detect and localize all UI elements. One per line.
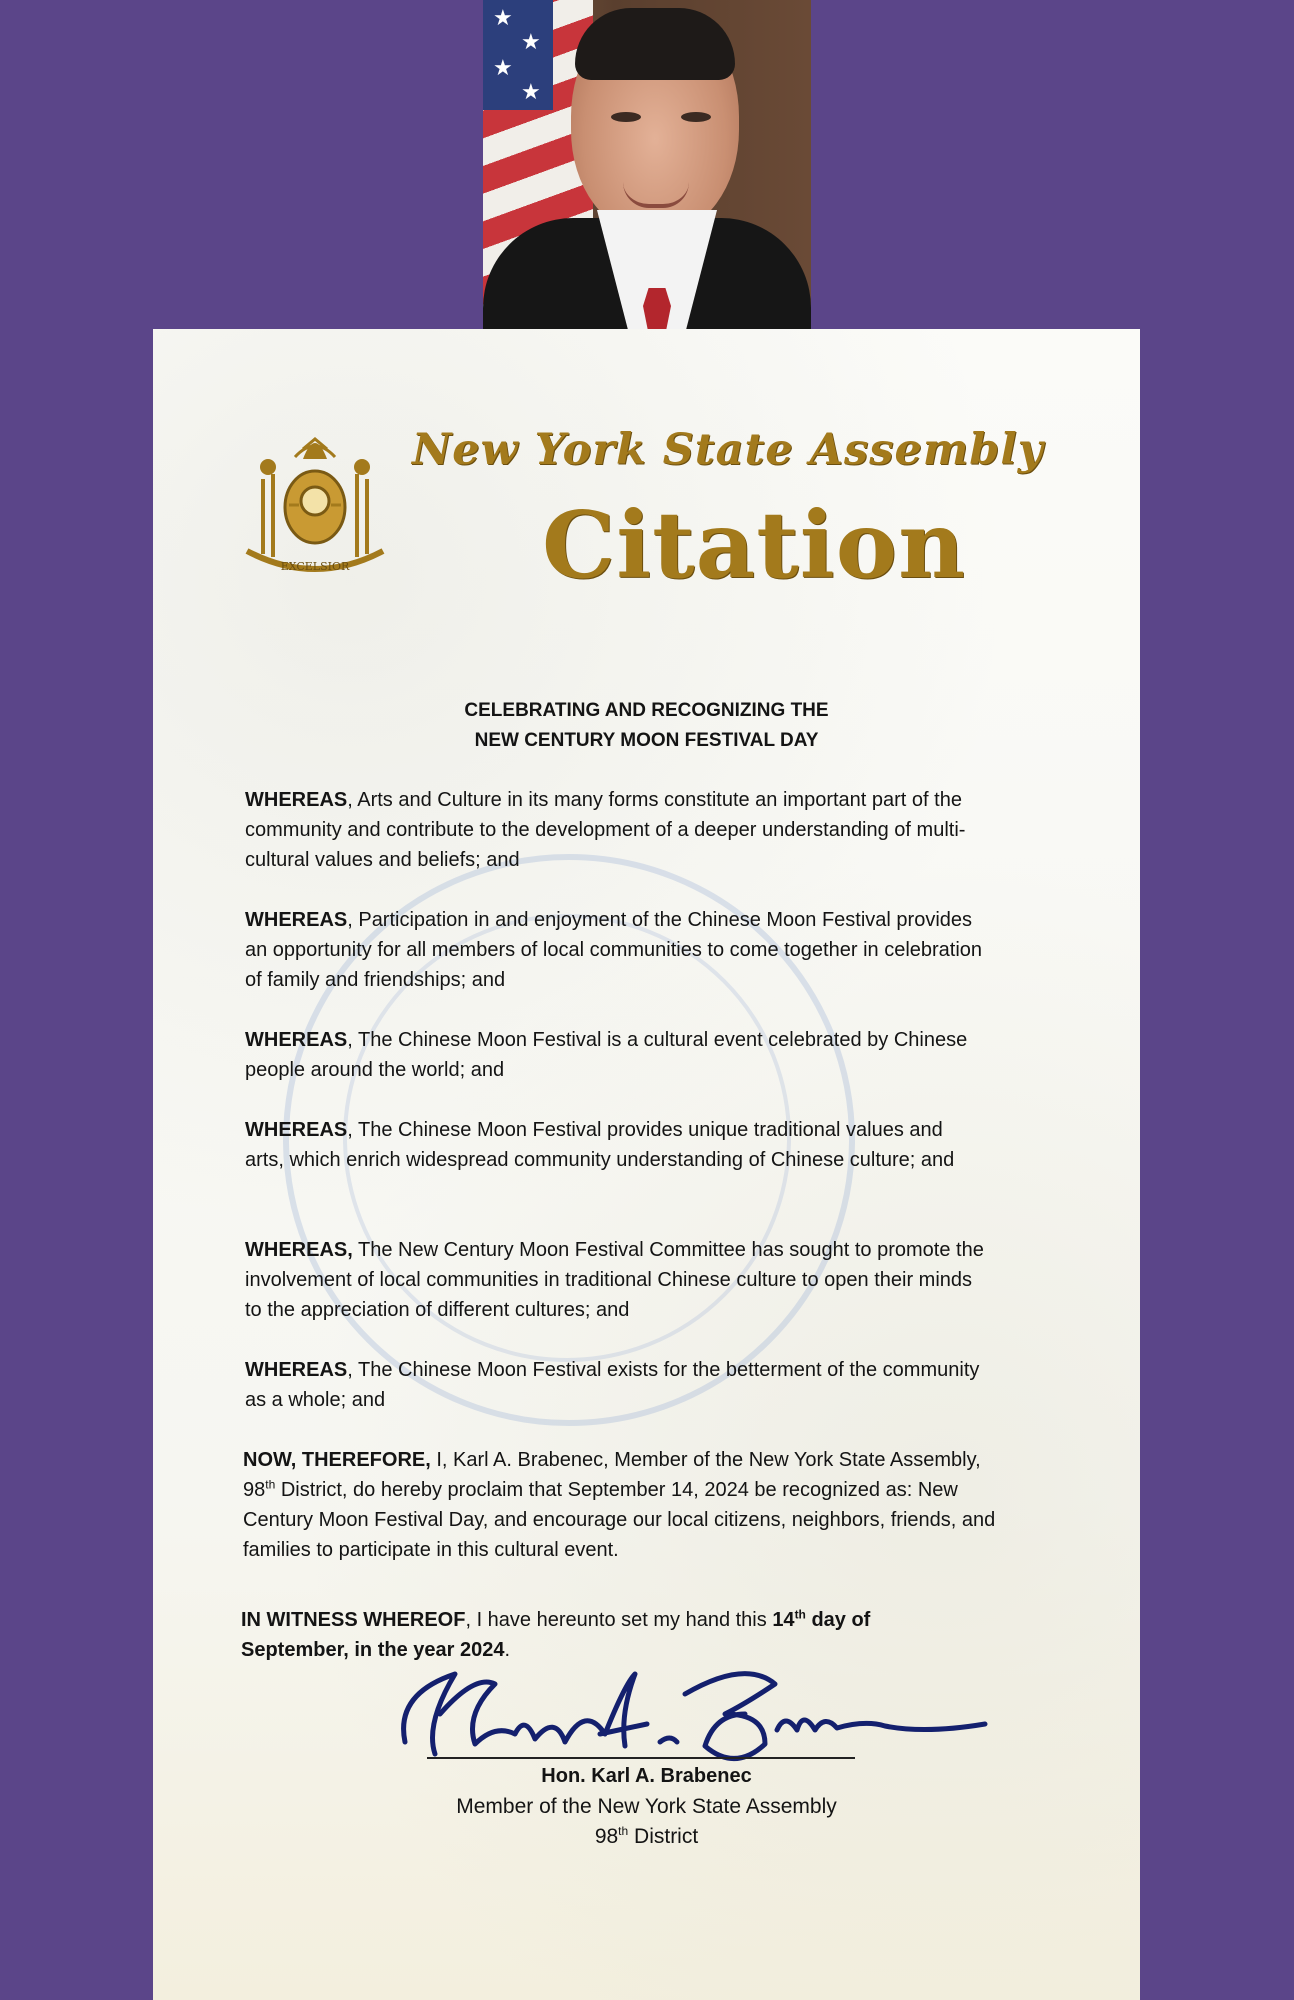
whereas-clause-3	[245, 1025, 985, 1085]
district-word: District	[628, 1825, 699, 1848]
assembly-heading: New York State Assembly	[412, 425, 1044, 475]
whereas-text: , The Chinese Moon Festival exists for the betterment of the community as a whole; and	[245, 1359, 980, 1411]
whereas-lead: WHEREAS	[245, 789, 348, 811]
whereas-lead: WHEREAS	[245, 1029, 348, 1051]
whereas-text: The New Century Moon Festival Committee has sought to promote the involvement of local communities in traditional Chinese culture to open their minds to the appreciation of different cultures; and	[245, 1239, 984, 1321]
citation-certificate	[153, 329, 1140, 2000]
citation-subject	[153, 696, 1140, 756]
whereas-lead: WHEREAS	[245, 1359, 348, 1381]
proclamation-lead: NOW, THEREFORE,	[243, 1449, 431, 1471]
proclamation-text-b: District, do hereby proclaim that September 14, 2024 be recognized as: New Century Moon Festival Day, and encourage our local citizens, neighbors, friends, and families to participate in this cultural event.	[243, 1479, 996, 1561]
new-york-state-seal-icon	[233, 419, 398, 584]
district-sup: th	[618, 1824, 629, 1838]
subject-line-2: NEW CENTURY MOON FESTIVAL DAY	[474, 730, 819, 751]
witness-text: , I have hereunto set my hand this	[465, 1609, 773, 1631]
signatory-name: Hon. Karl A. Brabenec	[541, 1765, 752, 1787]
citation-title: Citation	[542, 491, 966, 599]
signature-line	[427, 1757, 855, 1759]
tie	[643, 288, 671, 330]
left-eye	[611, 112, 641, 122]
witness-end: .	[504, 1639, 511, 1661]
proclamation-clause	[243, 1445, 1003, 1565]
portrait-photo	[483, 0, 811, 330]
signatory-district	[153, 1825, 1140, 1849]
whereas-lead: WHEREAS,	[245, 1239, 353, 1261]
district-number: 98	[594, 1825, 619, 1848]
whereas-lead: WHEREAS	[245, 909, 348, 931]
subject-line-1: CELEBRATING AND RECOGNIZING THE	[464, 700, 829, 721]
whereas-text: , The Chinese Moon Festival is a cultural event celebrated by Chinese people around the world; and	[245, 1029, 968, 1081]
whereas-clause-6	[245, 1355, 985, 1415]
witness-day-a: 14	[772, 1609, 795, 1631]
hair	[575, 8, 735, 80]
witness-lead: IN WITNESS WHEREOF	[241, 1609, 466, 1631]
whereas-text: , Arts and Culture in its many forms constitute an important part of the community and contribute to the development of a deeper understanding of multi-cultural values and beliefs; and	[245, 789, 966, 871]
whereas-clause-5	[245, 1235, 985, 1325]
flag-canton: ★ ★ ★ ★	[483, 0, 553, 110]
seal-motto: EXCELSIOR	[280, 560, 350, 573]
whereas-clause-2	[245, 905, 985, 995]
proclamation-text-a: I, Karl A. Brabenec, Member of the New York State Assembly, 98	[243, 1449, 981, 1501]
whereas-clause-1	[245, 785, 985, 875]
proclamation-sup: th	[265, 1477, 276, 1492]
witness-day-sup: th	[794, 1607, 806, 1622]
right-eye	[681, 112, 711, 122]
whereas-lead: WHEREAS	[245, 1119, 348, 1141]
signatory-title: Member of the New York State Assembly	[456, 1795, 837, 1818]
whereas-text: , The Chinese Moon Festival provides unique traditional values and arts, which enrich widespread community understanding of Chinese culture; and	[245, 1119, 955, 1171]
witness-day-b: day of September, in the year 2024	[241, 1609, 871, 1661]
whereas-text: , Participation in and enjoyment of the Chinese Moon Festival provides an opportunity for all members of local communities to come together in celebration of family and friendships; and	[245, 909, 983, 991]
whereas-clause-4	[245, 1115, 985, 1175]
handwritten-signature	[385, 1654, 1005, 1774]
